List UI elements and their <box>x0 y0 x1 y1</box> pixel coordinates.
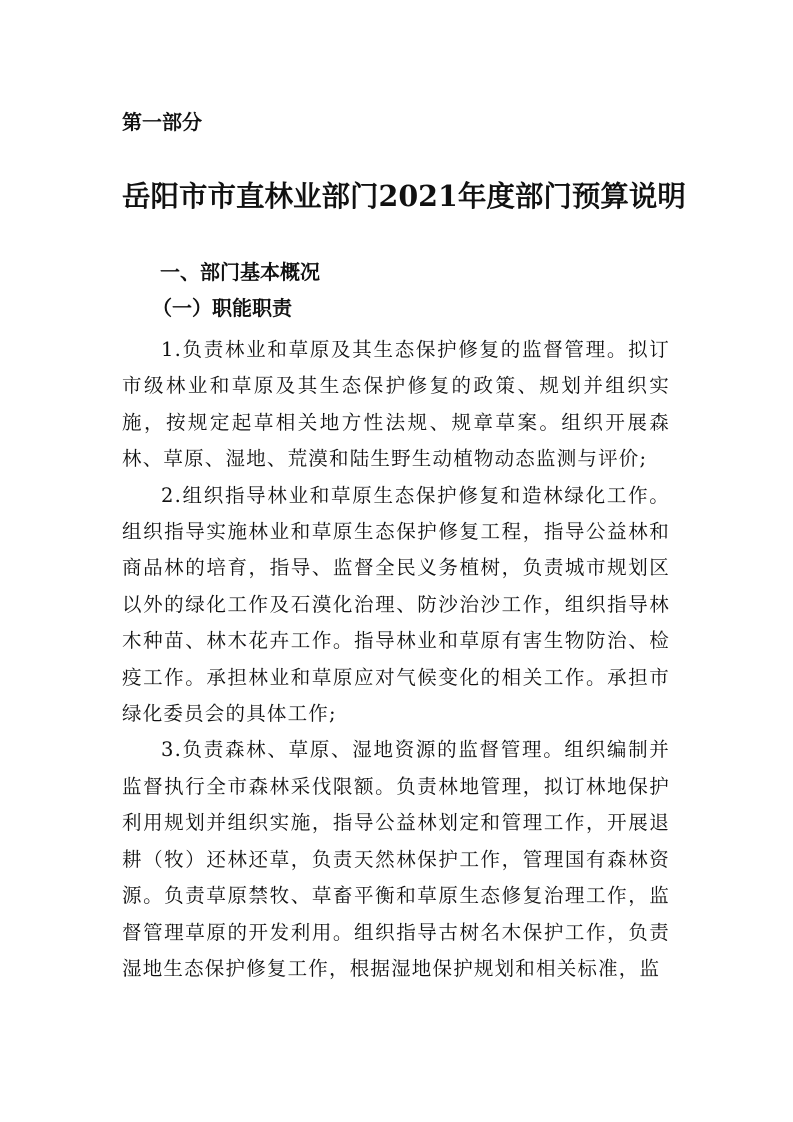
section-heading: 一、部门基本概况 <box>160 260 320 284</box>
part-label: 第一部分 <box>122 110 202 134</box>
paragraph-3: 3.负责森林、草原、湿地资源的监督管理。组织编制并监督执行全市森林采伐限额。负责林地管理，拟订林地保护利用规划并组织实施，指导公益林划定和管理工作，开展退耕（牧）还林还草，负责天然林保护工作，管理国有森林资源。负责草原禁牧、草畜平衡和草原生态修复治理工作，监督管理草原的开发利用。组织指导古树名木保护工作，负责湿地生态保护修复工作，根据湿地保护规划和相关标准，监 <box>122 738 670 980</box>
paragraph-2: 2.组织指导林业和草原生态保护修复和造林绿化工作。组织指导实施林业和草原生态保护修复工程，指导公益林和商品林的培育，指导、监督全民义务植树，负责城市规划区以外的绿化工作及石漠化治理、防沙治沙工作，组织指导林木种苗、林木花卉工作。指导林业和草原有害生物防治、检疫工作。承担林业和草原应对气候变化的相关工作。承担市绿化委员会的具体工作; <box>122 483 670 726</box>
body-text <box>122 332 670 987</box>
paragraph-1: 1.负责林业和草原及其生态保护修复的监督管理。拟订市级林业和草原及其生态保护修复的政策、规划并组织实施，按规定起草相关地方性法规、规章草案。组织开展森林、草原、湿地、荒漠和陆生野生动植物动态监测与评价; <box>122 338 670 471</box>
subsection-heading: （一）职能职责 <box>152 296 292 320</box>
document-title: 岳阳市市直林业部门2021年度部门预算说明 <box>122 179 686 213</box>
